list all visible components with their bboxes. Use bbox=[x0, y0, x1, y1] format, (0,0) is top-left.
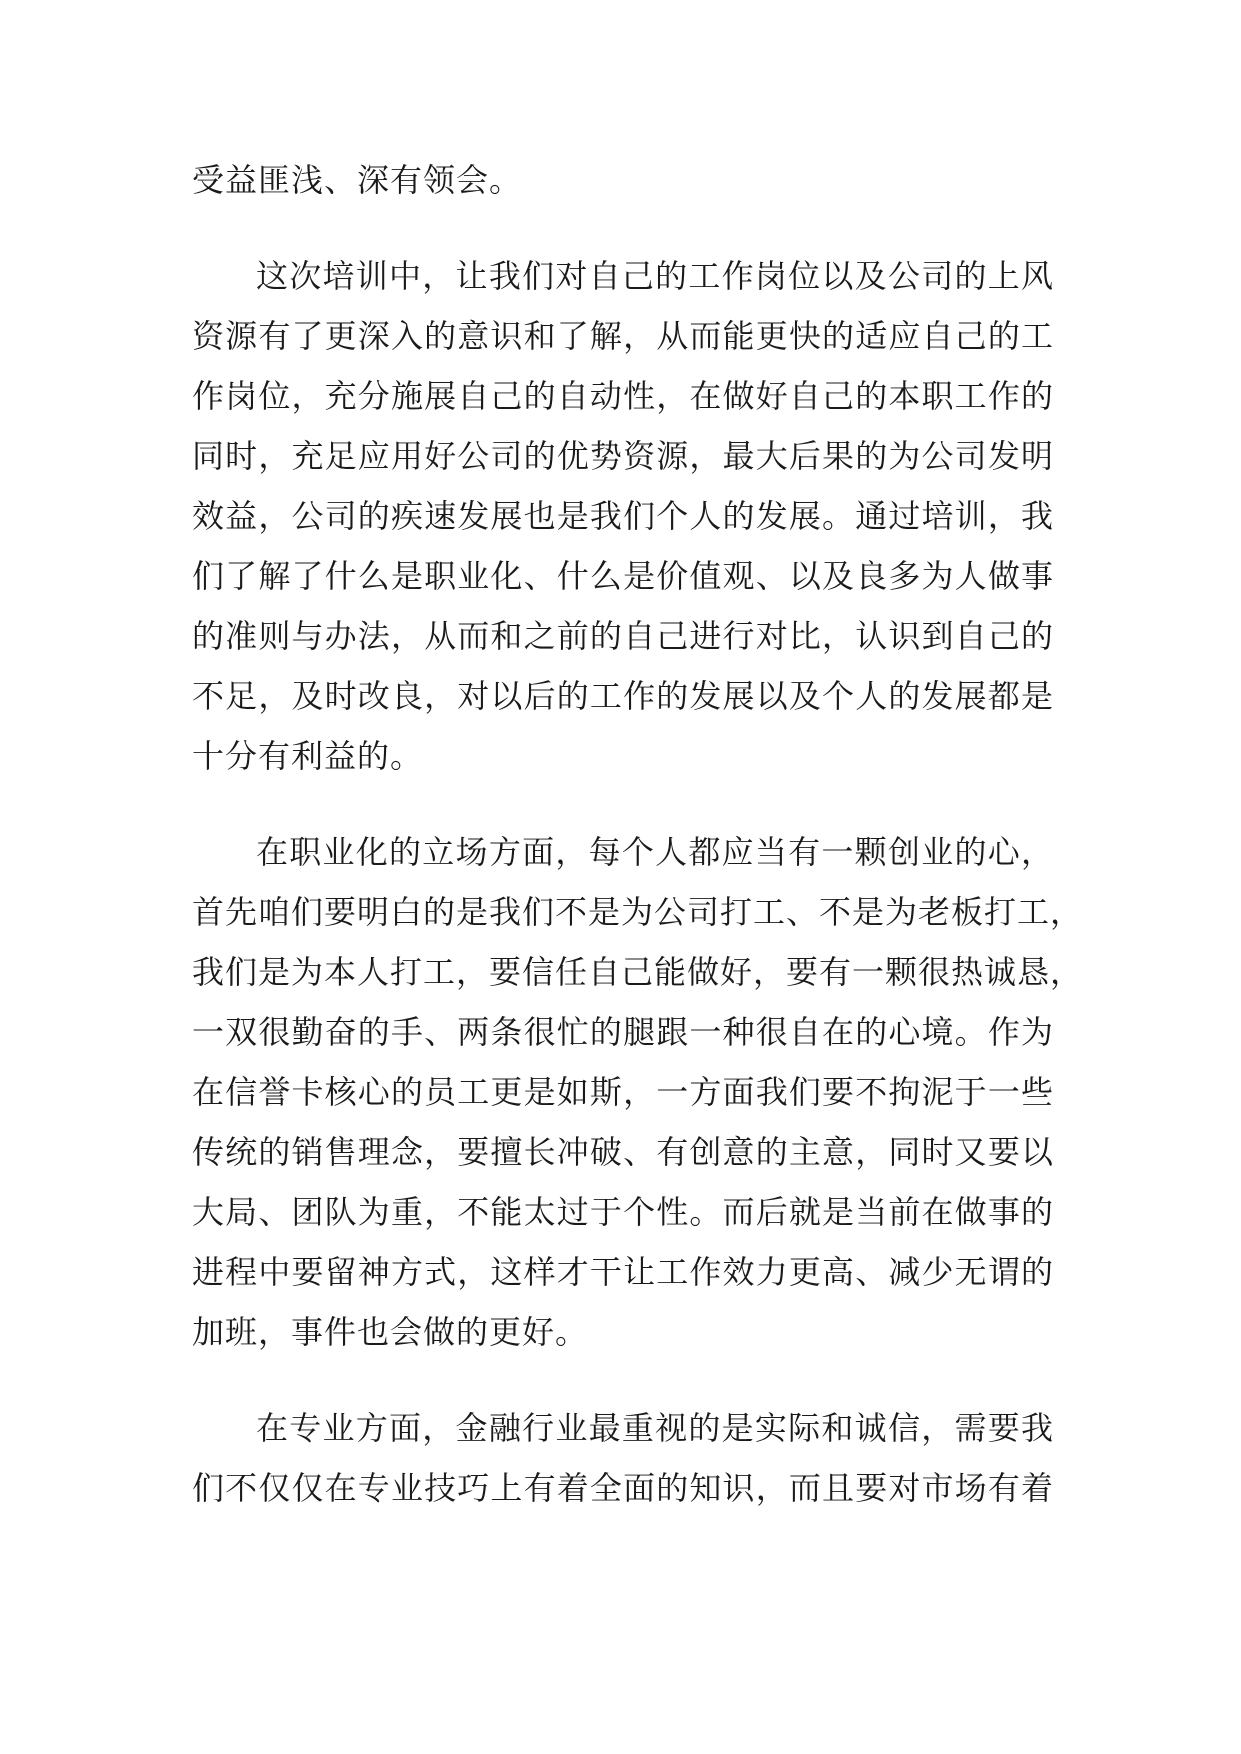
paragraph-3-line-2: 首先咱们要明白的是我们不是为公司打工、不是为老板打工， bbox=[192, 893, 1084, 931]
paragraph-2-line-6: 们了解了什么是职业化、什么是价值观、以及良多为人做事 bbox=[192, 557, 1054, 595]
paragraph-2-line-3: 作岗位，充分施展自己的自动性，在做好自己的本职工作的 bbox=[192, 377, 1054, 415]
paragraph-2-line-9: 十分有利益的。 bbox=[192, 737, 424, 775]
paragraph-3-line-5: 在信誉卡核心的员工更是如斯，一方面我们要不拘泥于一些 bbox=[192, 1073, 1054, 1111]
paragraph-2-line-2: 资源有了更深入的意识和了解，从而能更快的适应自己的工 bbox=[192, 317, 1054, 355]
paragraph-4-line-2: 们不仅仅在专业技巧上有着全面的知识，而且要对市场有着 bbox=[192, 1469, 1054, 1507]
paragraph-3-line-9: 加班，事件也会做的更好。 bbox=[192, 1313, 589, 1351]
paragraph-3-line-7: 大局、团队为重，不能太过于个性。而后就是当前在做事的 bbox=[192, 1193, 1054, 1231]
paragraph-2-line-7: 的准则与办法，从而和之前的自己进行对比，认识到自己的 bbox=[192, 617, 1054, 655]
paragraph-2-line-4: 同时，充足应用好公司的优势资源，最大后果的为公司发明 bbox=[192, 437, 1054, 475]
paragraph-2-line-5: 效益，公司的疾速发展也是我们个人的发展。通过培训，我 bbox=[192, 497, 1054, 535]
paragraph-4-line-1: 在专业方面，金融行业最重视的是实际和诚信，需要我 bbox=[256, 1409, 1054, 1447]
paragraph-3-line-3: 我们是为本人打工，要信任自己能做好，要有一颗很热诚恳， bbox=[192, 953, 1084, 991]
paragraph-2-line-1: 这次培训中，让我们对自己的工作岗位以及公司的上风 bbox=[256, 257, 1054, 295]
paragraph-3-line-6: 传统的销售理念，要擅长冲破、有创意的主意，同时又要以 bbox=[192, 1133, 1054, 1171]
paragraph-3-line-1: 在职业化的立场方面，每个人都应当有一颗创业的心， bbox=[256, 833, 1054, 871]
paragraph-3-line-4: 一双很勤奋的手、两条很忙的腿跟一种很自在的心境。作为 bbox=[192, 1013, 1054, 1051]
paragraph-1-line-1: 受益匪浅、深有领会。 bbox=[192, 161, 523, 199]
paragraph-3-line-8: 进程中要留神方式，这样才干让工作效力更高、减少无谓的 bbox=[192, 1253, 1054, 1291]
paragraph-2-line-8: 不足，及时改良，对以后的工作的发展以及个人的发展都是 bbox=[192, 677, 1054, 715]
